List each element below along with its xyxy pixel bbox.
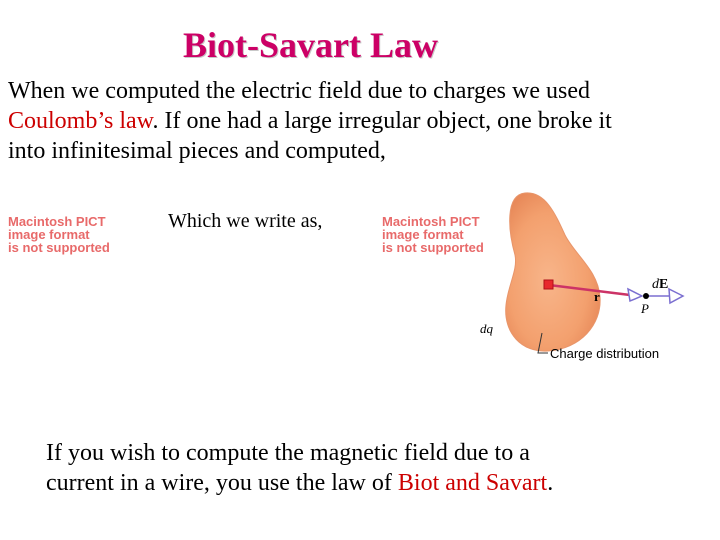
outro-line-1: If you wish to compute the magnetic field due to a xyxy=(46,440,530,466)
outro-paragraph xyxy=(46,438,706,498)
charge-distribution-diagram xyxy=(470,185,705,375)
pict-placeholder-right xyxy=(382,215,484,254)
label-de xyxy=(652,277,668,292)
pict-right-line-3: is not supported xyxy=(382,240,484,255)
outro-line-2 xyxy=(46,468,706,498)
slide-title: Biot-Savart Law xyxy=(183,25,438,65)
charge-blob xyxy=(506,193,600,351)
dq-element xyxy=(544,280,553,289)
which-we-write-as: Which we write as, xyxy=(168,210,323,232)
charge-distribution-figure xyxy=(470,185,705,375)
label-p: P xyxy=(641,301,649,316)
label-de-e: E xyxy=(659,277,669,292)
pict-placeholder-left xyxy=(8,215,110,254)
de-arrowhead xyxy=(669,289,683,303)
point-p xyxy=(643,293,649,299)
pict-right-line-1: Macintosh PICT xyxy=(382,214,480,229)
coulombs-law-text: Coulomb’s law xyxy=(8,108,153,134)
r-arrowhead xyxy=(628,289,642,301)
pict-left-line-1: Macintosh PICT xyxy=(8,214,106,229)
label-r: r xyxy=(594,289,600,304)
label-charge-distribution: Charge distribution xyxy=(550,346,660,361)
intro-line-2 xyxy=(8,106,720,136)
intro-paragraph xyxy=(8,76,720,166)
pict-left-line-2: image format xyxy=(8,227,90,242)
intro-line-2-rest: . If one had a large irregular object, one broke it xyxy=(152,108,612,134)
outro-line-2-end: . xyxy=(547,470,554,496)
biot-savart-text: Biot and Savart xyxy=(397,470,548,496)
intro-line-1: When we computed the electric field due to charges we used xyxy=(8,78,590,104)
label-dq: dq xyxy=(480,321,493,336)
pict-right-line-2: image format xyxy=(382,227,464,242)
pict-left-line-3: is not supported xyxy=(8,240,110,255)
intro-line-3: into infinitesimal pieces and computed, xyxy=(8,138,386,164)
label-de-d: d xyxy=(652,277,659,292)
outro-line-2-pre: current in a wire, you use the law of xyxy=(46,470,398,496)
